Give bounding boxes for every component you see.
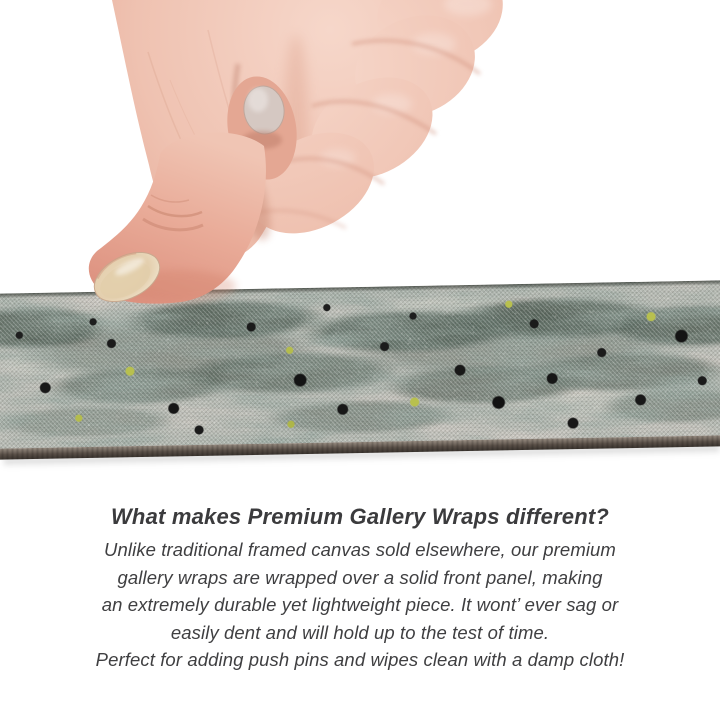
caption-line-2: gallery wraps are wrapped over a solid front panel, making <box>117 566 603 588</box>
caption-heading: What makes Premium Gallery Wraps different? <box>110 504 610 529</box>
caption-line-4: easily dent and will hold up to the test of time. <box>170 621 550 643</box>
index-fingernail-gloss <box>248 88 268 112</box>
caption-block <box>0 501 720 674</box>
hand-pressing-thumb-photo <box>0 0 720 340</box>
knuckle-highlight <box>320 149 356 167</box>
caption-line-5: Perfect for adding push pins and wipes clean with a damp cloth! <box>95 649 625 671</box>
caption-line-3: an extremely durable yet lightweight piece. It wont’ ever sag or <box>101 594 619 616</box>
hand <box>86 0 516 312</box>
caption-line-1: Unlike traditional framed canvas sold elsewhere, our premium <box>104 539 616 560</box>
